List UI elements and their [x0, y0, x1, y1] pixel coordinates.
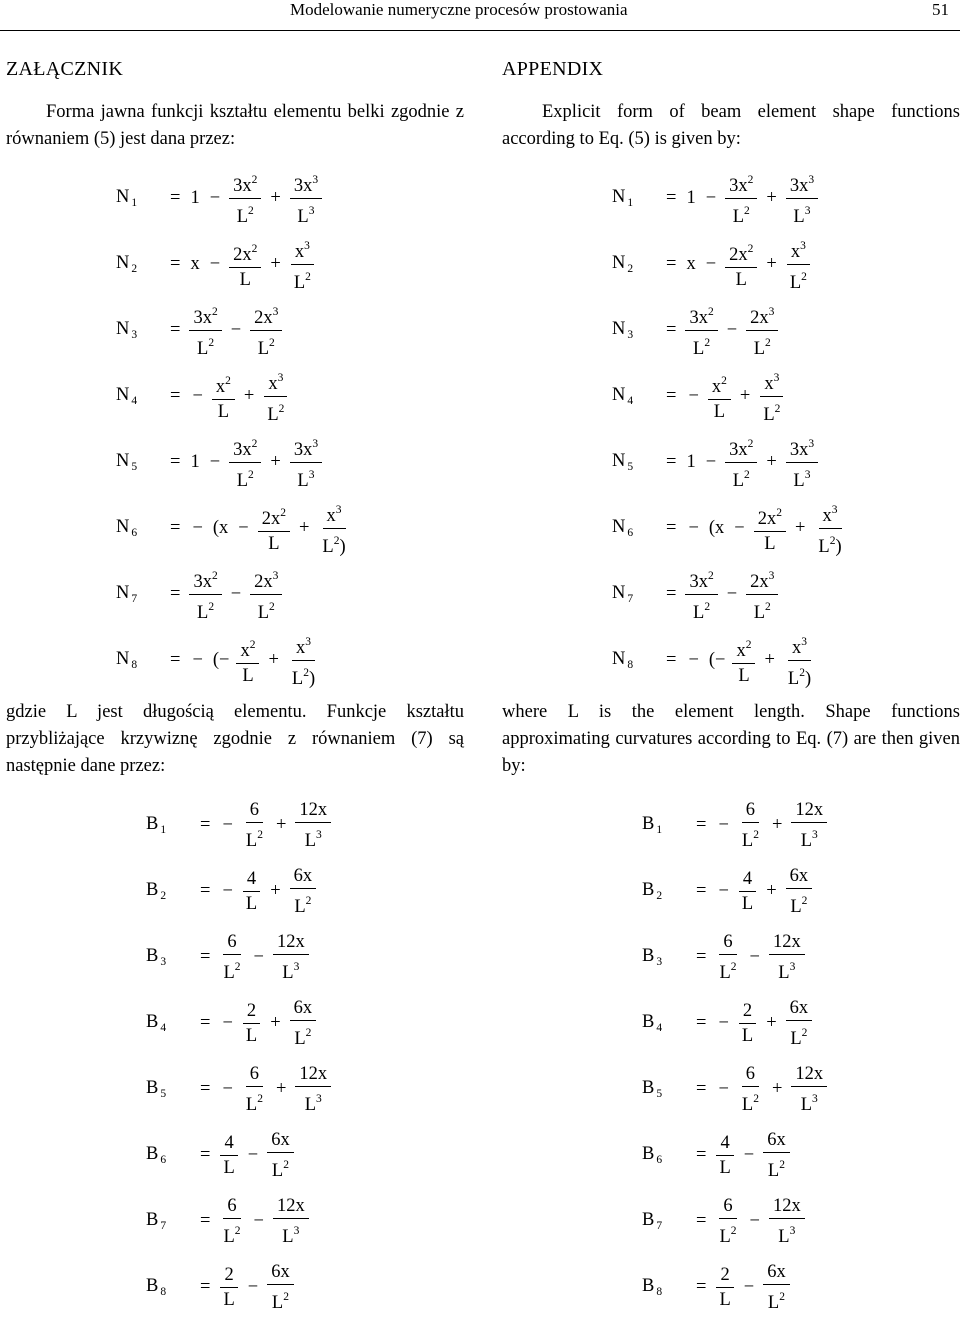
term: 1 [190, 187, 200, 208]
term: (x [708, 517, 725, 538]
operator: − [222, 1078, 233, 1099]
fraction: $\frac{3x^2}{L^2}$ [725, 168, 757, 229]
fraction: $\frac{6x}{L^2}$ [267, 1260, 294, 1315]
fraction: $\frac{12x}{L^3}$ [769, 1194, 805, 1249]
mid-paragraph-pl: gdzie L jest długością elementu. Funkcje kształtu przybliżające krzywiznę zgodnie z równaniem (7) są następnie dane przez: [6, 702, 464, 776]
operator: = [666, 649, 677, 670]
fraction: $\frac{3x^2}{L^2}$ [685, 300, 717, 361]
operator: − [209, 451, 221, 472]
term: 1 [686, 451, 696, 472]
equation-symbol: N $_5$ [612, 451, 634, 473]
equation-n8 [612, 627, 960, 693]
operator: = [696, 880, 707, 901]
equation-rhs [660, 168, 821, 229]
equation-symbol: B $_7$ [146, 1210, 167, 1232]
term: x [686, 253, 696, 274]
fraction: $\frac{12x}{L^3}$ [273, 930, 309, 985]
fraction: $\frac{4}{L}$ [738, 867, 757, 916]
fraction: $\frac{2}{L}$ [219, 1263, 238, 1312]
operator: − [192, 649, 203, 670]
operator: + [766, 880, 777, 901]
equation-symbol: B $_2$ [146, 880, 167, 902]
equation-n3 [612, 297, 960, 363]
operator: = [170, 253, 181, 274]
operator: = [696, 1012, 707, 1033]
equation-symbol: N $_2$ [612, 253, 634, 275]
equation-n2 [612, 231, 960, 297]
equation-rhs [690, 1194, 808, 1249]
equation-rhs [164, 168, 325, 229]
equation-b1 [642, 792, 960, 858]
b-equations-pl [6, 792, 464, 1320]
equation-symbol: N $_7$ [612, 583, 634, 605]
fraction: $\frac{6}{L^2}$ [741, 1063, 759, 1115]
equation-n5 [116, 429, 464, 495]
operator: + [764, 649, 775, 670]
operator: − [749, 946, 760, 967]
equation-symbol: N $_2$ [116, 253, 138, 275]
fraction: $\frac{6x}{L^2}$ [786, 864, 813, 919]
operator: = [696, 1144, 707, 1165]
operator: = [666, 253, 677, 274]
mid-paragraph-en: where L is the element length. Shape functions approximating curvatures according to Eq. (7) are then given by: [502, 702, 960, 776]
fraction: $\frac{2}{L}$ [715, 1263, 734, 1312]
operator: = [170, 583, 181, 604]
equation-symbol: N $_4$ [612, 385, 634, 407]
fraction: $\frac{2x^2}{L}$ [725, 237, 757, 292]
equation-rhs [164, 630, 322, 691]
equation-b6 [146, 1122, 464, 1188]
equation-rhs [660, 300, 781, 361]
equation-rhs [164, 300, 285, 361]
equation-rhs [690, 930, 808, 985]
fraction: $\frac{6x}{L^2}$ [267, 1128, 294, 1183]
operator: = [696, 946, 707, 967]
operator: + [771, 814, 783, 835]
operator: = [200, 1012, 211, 1033]
equation-symbol: B $_7$ [642, 1210, 663, 1232]
operator: − [247, 1276, 259, 1297]
equation-rhs [660, 234, 814, 295]
n-equations-pl [6, 165, 464, 693]
operator: + [766, 1012, 777, 1033]
operator: + [270, 451, 281, 472]
fraction: $\frac{x^3}{L^2}$ [263, 366, 288, 427]
fraction: $\frac{2}{L}$ [242, 999, 261, 1048]
equation-n2 [116, 231, 464, 297]
operator: − [743, 1144, 755, 1165]
equation-n5 [612, 429, 960, 495]
fraction: $\frac{12x}{L^3}$ [791, 798, 827, 853]
appendix-heading-pl: ZAŁĄCZNIK [6, 58, 124, 80]
operator: = [170, 517, 181, 538]
equation-b4 [146, 990, 464, 1056]
fraction: $\frac{3x^3}{L^3}$ [786, 168, 818, 229]
operator: − [688, 517, 699, 538]
equation-symbol: B $_6$ [642, 1144, 663, 1166]
equation-symbol: B $_4$ [146, 1012, 167, 1034]
equation-n1 [612, 165, 960, 231]
equation-symbol: N $_8$ [612, 649, 634, 671]
fraction: $\frac{2x^3}{L^2}$ [746, 300, 778, 361]
operator: = [696, 1078, 707, 1099]
equation-rhs [164, 564, 285, 625]
column-polish [6, 58, 464, 1326]
fraction: $\frac{6x}{L^2}$ [763, 1260, 790, 1315]
equation-rhs [194, 930, 312, 985]
fraction: $\frac{3x^2}{L^2}$ [229, 432, 261, 493]
operator: = [666, 319, 677, 340]
fraction: $\frac{6}{L^2}$ [245, 799, 263, 851]
page-header [0, 0, 960, 31]
operator: = [170, 649, 181, 670]
fraction: $\frac{2x^3}{L^2}$ [746, 564, 778, 625]
operator: − [230, 319, 242, 340]
equation-symbol: B $_3$ [642, 946, 663, 968]
equation-rhs [164, 498, 353, 559]
operator: + [270, 187, 281, 208]
fraction: $\frac{6}{L^2}$ [223, 931, 241, 983]
equation-symbol: B $_6$ [146, 1144, 167, 1166]
equation-n6 [116, 495, 464, 561]
term: (x [212, 517, 229, 538]
operator: = [666, 187, 677, 208]
equation-rhs [690, 996, 815, 1051]
operator: = [696, 1276, 707, 1297]
fraction: $\frac{3x^2}{L^2}$ [685, 564, 717, 625]
operator: − [718, 814, 729, 835]
operator: + [298, 517, 310, 538]
operator: = [666, 451, 677, 472]
equation-rhs [164, 366, 291, 427]
operator: = [200, 1144, 211, 1165]
fraction: $\frac{6x}{L^2}$ [763, 1128, 790, 1183]
equation-b3 [146, 924, 464, 990]
operator: = [200, 946, 211, 967]
operator: − [209, 187, 221, 208]
operator: − [209, 253, 221, 274]
fraction: $\frac{2x^2}{L}$ [229, 237, 261, 292]
operator: = [200, 1078, 211, 1099]
fraction: $\frac{6x}{L^2}$ [290, 864, 317, 919]
equation-symbol: N $_5$ [116, 451, 138, 473]
fraction: $\frac{4}{L}$ [219, 1131, 238, 1180]
operator: = [200, 1276, 211, 1297]
fraction: $\frac{3x^2}{L^2}$ [189, 300, 221, 361]
operator: − [705, 451, 717, 472]
operator: − [749, 1210, 760, 1231]
fraction: $\frac{6}{L^2}$ [719, 931, 737, 983]
equation-rhs [164, 234, 318, 295]
operator: = [170, 385, 181, 406]
equation-symbol: N $_7$ [116, 583, 138, 605]
operator: − [734, 517, 745, 538]
equation-symbol: B $_2$ [642, 880, 663, 902]
fraction: $\frac{6x}{L^2}$ [786, 996, 813, 1051]
operator: = [696, 1210, 707, 1231]
fraction: $\frac{3x^2}{L^2}$ [229, 168, 261, 229]
equation-rhs [194, 1194, 312, 1249]
operator: − [238, 517, 249, 538]
operator: = [666, 385, 677, 406]
fraction: $\frac{x^2}{L}$ [236, 633, 259, 688]
equation-n4 [116, 363, 464, 429]
fraction: $\frac{4}{L}$ [715, 1131, 734, 1180]
equation-rhs [660, 564, 781, 625]
operator: − [253, 1210, 264, 1231]
equation-symbol: N $_4$ [116, 385, 138, 407]
equation-rhs [194, 864, 319, 919]
equation-b7 [146, 1188, 464, 1254]
fraction: $\frac{12x}{L^3}$ [295, 798, 331, 853]
term: (− [212, 649, 230, 670]
intro-paragraph-en: Explicit form of beam element shape functions according to Eq. (5) is given by: [502, 102, 960, 149]
operator: − [222, 1012, 233, 1033]
equation-n3 [116, 297, 464, 363]
equation-symbol: N $_3$ [612, 319, 634, 341]
fraction: $\frac{3x^3}{L^3}$ [290, 168, 322, 229]
n-equations-en [502, 165, 960, 693]
operator: − [726, 319, 738, 340]
operator: − [230, 583, 242, 604]
fraction: $\frac{3x^3}{L^3}$ [786, 432, 818, 493]
operator: − [247, 1144, 259, 1165]
equation-rhs [164, 432, 325, 493]
equation-n8 [116, 627, 464, 693]
operator: = [200, 880, 211, 901]
equation-symbol: B $_8$ [146, 1276, 167, 1298]
fraction: $\frac{6}{L^2}$ [223, 1195, 241, 1247]
intro-paragraph-pl: Forma jawna funkcji kształtu elementu belki zgodnie z równaniem (5) jest dana przez: [6, 102, 464, 149]
equation-b2 [642, 858, 960, 924]
operator: − [705, 187, 717, 208]
fraction: $\frac{x^3}{L^2}$ [290, 234, 315, 295]
equation-rhs [194, 1260, 297, 1315]
fraction: $\frac{x^3}{L^2)}$ [814, 498, 845, 559]
equation-symbol: B $_1$ [146, 814, 167, 836]
fraction: $\frac{x^3}{L^2}$ [759, 366, 784, 427]
equation-rhs [660, 498, 849, 559]
operator: − [743, 1276, 755, 1297]
fraction: $\frac{4}{L}$ [242, 867, 261, 916]
running-title: Modelowanie numeryczne procesów prostowania [290, 0, 628, 19]
equation-symbol: B $_3$ [146, 946, 167, 968]
equation-b5 [642, 1056, 960, 1122]
equation-b5 [146, 1056, 464, 1122]
operator: − [705, 253, 717, 274]
equation-rhs [690, 864, 815, 919]
operator: = [200, 1210, 211, 1231]
operator: + [275, 814, 287, 835]
operator: − [718, 880, 729, 901]
equation-rhs [194, 1128, 297, 1183]
term: 1 [686, 187, 696, 208]
fraction: $\frac{x^3}{L^2}$ [786, 234, 811, 295]
fraction: $\frac{3x^2}{L^2}$ [189, 564, 221, 625]
fraction: $\frac{2x^3}{L^2}$ [250, 564, 282, 625]
equation-rhs [194, 996, 319, 1051]
fraction: $\frac{3x^3}{L^3}$ [290, 432, 322, 493]
equation-rhs [194, 1062, 334, 1117]
equation-rhs [690, 1062, 830, 1117]
term: (− [708, 649, 726, 670]
operator: − [222, 880, 233, 901]
fraction: $\frac{6}{L^2}$ [245, 1063, 263, 1115]
operator: = [170, 451, 181, 472]
fraction: $\frac{2x^3}{L^2}$ [250, 300, 282, 361]
operator: + [270, 253, 281, 274]
fraction: $\frac{x^3}{L^2)}$ [288, 630, 319, 691]
equation-n1 [116, 165, 464, 231]
equation-rhs [690, 1128, 793, 1183]
operator: + [766, 451, 777, 472]
equation-rhs [690, 798, 830, 853]
operator: + [739, 385, 751, 406]
fraction: $\frac{6}{L^2}$ [719, 1195, 737, 1247]
equation-symbol: N $_8$ [116, 649, 138, 671]
equation-b7 [642, 1188, 960, 1254]
operator: = [170, 319, 181, 340]
operator: = [666, 517, 677, 538]
b-equations-en [502, 792, 960, 1320]
equation-symbol: B $_5$ [146, 1078, 167, 1100]
fraction: $\frac{6}{L^2}$ [741, 799, 759, 851]
equation-symbol: B $_5$ [642, 1078, 663, 1100]
fraction: $\frac{x^3}{L^2)}$ [784, 630, 815, 691]
fraction: $\frac{12x}{L^3}$ [791, 1062, 827, 1117]
equation-rhs [660, 630, 818, 691]
appendix-heading-en: APPENDIX [502, 58, 604, 80]
fraction: $\frac{x^2}{L}$ [708, 369, 731, 424]
equation-symbol: B $_8$ [642, 1276, 663, 1298]
operator: = [170, 187, 181, 208]
equation-rhs [660, 432, 821, 493]
fraction: $\frac{x^2}{L}$ [732, 633, 755, 688]
page-number: 51 [932, 0, 949, 19]
equation-b2 [146, 858, 464, 924]
fraction: $\frac{x^3}{L^2)}$ [318, 498, 349, 559]
column-english [502, 58, 960, 1326]
equation-symbol: N $_6$ [116, 517, 138, 539]
operator: − [688, 385, 699, 406]
equation-n4 [612, 363, 960, 429]
equation-b1 [146, 792, 464, 858]
equation-b8 [146, 1254, 464, 1320]
operator: = [696, 814, 707, 835]
operator: + [270, 1012, 281, 1033]
operator: − [718, 1078, 729, 1099]
equation-b3 [642, 924, 960, 990]
fraction: $\frac{2x^2}{L}$ [754, 501, 786, 556]
equation-n7 [612, 561, 960, 627]
operator: − [726, 583, 738, 604]
operator: = [666, 583, 677, 604]
fraction: $\frac{3x^2}{L^2}$ [725, 432, 757, 493]
fraction: $\frac{12x}{L^3}$ [273, 1194, 309, 1249]
equation-b6 [642, 1122, 960, 1188]
fraction: $\frac{2}{L}$ [738, 999, 757, 1048]
operator: + [794, 517, 806, 538]
fraction: $\frac{12x}{L^3}$ [295, 1062, 331, 1117]
operator: − [688, 649, 699, 670]
fraction: $\frac{6x}{L^2}$ [290, 996, 317, 1051]
term: 1 [190, 451, 200, 472]
operator: + [766, 187, 777, 208]
operator: + [268, 649, 279, 670]
equation-b4 [642, 990, 960, 1056]
operator: + [270, 880, 281, 901]
operator: + [243, 385, 255, 406]
equation-rhs [660, 366, 787, 427]
equation-rhs [690, 1260, 793, 1315]
operator: − [718, 1012, 729, 1033]
fraction: $\frac{x^2}{L}$ [212, 369, 235, 424]
equation-n6 [612, 495, 960, 561]
equation-symbol: B $_4$ [642, 1012, 663, 1034]
equation-symbol: N $_1$ [612, 187, 634, 209]
equation-symbol: N $_6$ [612, 517, 634, 539]
operator: + [275, 1078, 287, 1099]
operator: − [192, 517, 203, 538]
operator: = [200, 814, 211, 835]
operator: − [253, 946, 264, 967]
operator: + [766, 253, 777, 274]
fraction: $\frac{2x^2}{L}$ [258, 501, 290, 556]
equation-symbol: N $_3$ [116, 319, 138, 341]
operator: + [771, 1078, 783, 1099]
equation-symbol: N $_1$ [116, 187, 138, 209]
equation-rhs [194, 798, 334, 853]
operator: − [222, 814, 233, 835]
equation-n7 [116, 561, 464, 627]
equation-symbol: B $_1$ [642, 814, 663, 836]
term: x [190, 253, 200, 274]
equation-b8 [642, 1254, 960, 1320]
operator: − [192, 385, 203, 406]
fraction: $\frac{12x}{L^3}$ [769, 930, 805, 985]
